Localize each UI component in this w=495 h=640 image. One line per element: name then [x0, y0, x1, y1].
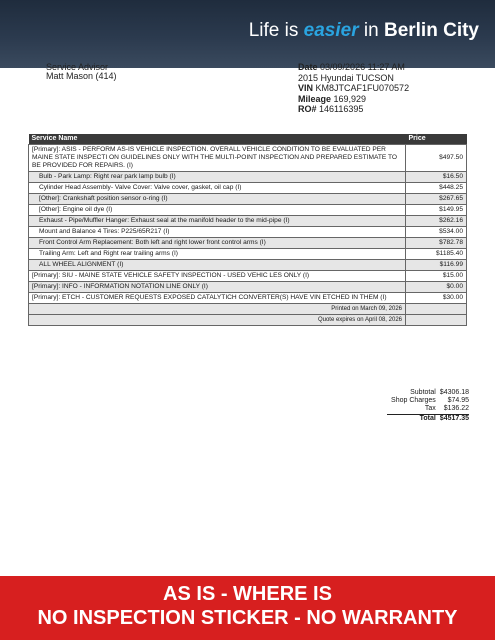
table-header	[29, 134, 467, 145]
table-row: [Primary]: INFO - INFORMATION NOTATION LINE ONLY (I) $0.00	[29, 282, 467, 293]
vin-line: VIN KM8JTCAF1FU070572	[298, 83, 410, 93]
header-price: Price	[406, 134, 467, 145]
subtotal-row: Subtotal $4306.18	[410, 389, 469, 396]
table-row: [Primary]: ASIS - PERFORM AS-IS VEHICLE INSPECTION. OVERALL VEHICLE CONDITION TO BE EVALUATED PER MAINE STATE INSPECTI ON GUIDELINES ONLY WITH THE MULTI-POINT INSPECTION AND PREPARED ESTIMATE TO BE PROVIDED FOR REPAIRS. (I) $497.50	[29, 145, 467, 172]
total-row: Total $4517.35	[387, 414, 469, 423]
shop-charges-row: Shop Charges $74.95	[391, 397, 469, 405]
banner-line-1: AS IS - WHERE IS	[163, 583, 332, 605]
table-row: Cylinder Head Assembly- Valve Cover: Valve cover, gasket, oil cap (I) $448.25	[29, 183, 467, 194]
as-is-banner	[0, 576, 495, 640]
header-bar	[0, 0, 495, 68]
table-row: Bulb - Park Lamp: Right rear park lamp bulb (I) $16.50	[29, 172, 467, 183]
header-service-name: Service Name	[29, 134, 406, 145]
ro-line: RO# 146116395	[298, 104, 364, 114]
totals-block	[387, 389, 469, 423]
mileage-line: Mileage 169,929	[298, 93, 367, 104]
model-line: 2015 Hyundai TUCSON	[298, 72, 394, 83]
printed-on-row: Printed on March 09, 2026	[29, 304, 467, 315]
advisor-label: Service Advisor	[46, 62, 109, 72]
advisor-name: Matt Mason (414)	[46, 71, 117, 81]
tax-row: Tax $136.22	[424, 405, 469, 413]
table-row: Mount and Balance 4 Tires: P225/65R217 (I) $534.00	[29, 227, 467, 238]
vehicle-info	[298, 62, 409, 115]
banner-line-2: NO INSPECTION STICKER - NO WARRANTY	[37, 607, 458, 629]
table-row: Trailing Arm: Left and Right rear trailing arms (I) $1185.40	[29, 249, 467, 260]
table-row: [Primary]: SIU - MAINE STATE VEHICLE SAFETY INSPECTION - USED VEHIC LES ONLY (I) $15.00	[29, 271, 467, 282]
date-line: Date 03/09/2026 11:27 AM	[298, 62, 405, 72]
quote-expires-row: Quote expires on April 08, 2026	[29, 315, 467, 326]
table-row: [Other]: Crankshaft position sensor o-ring (I) $267.65	[29, 194, 467, 205]
services-table	[28, 134, 467, 326]
table-row: Exhaust - Pipe/Muffler Hanger: Exhaust seal at the manifold header to the mid-pipe (I) $262.16	[29, 216, 467, 227]
table-row: [Other]: Engine oil dye (I) $149.95	[29, 205, 467, 216]
table-row: [Primary]: ETCH - CUSTOMER REQUESTS EXPOSED CATALYTICH CONVERTER(S) HAVE VIN ETCHED IN THEM (I) $30.00	[29, 293, 467, 304]
table-row: Front Control Arm Replacement: Both left and right lower front control arms (I) $782.78	[29, 238, 467, 249]
table-row: ALL WHEEL ALIGNMENT (I) $116.99	[29, 260, 467, 271]
dealer-tagline: Life is easier in Berlin City	[248, 20, 479, 41]
